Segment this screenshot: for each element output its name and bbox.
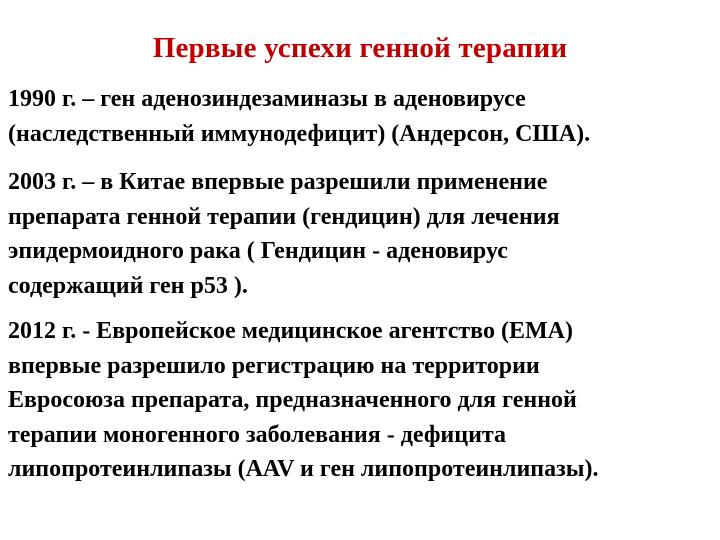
paragraph-2012: 2012 г. - Европейское медицинское агентство (ЕМА) впервые разрешило регистрацию на территории Евросоюза препарата, предназначенного для генной терапии моногенного заболевания - дефицита липопротеинлипазы (AAV и ген липопротеинлипазы). <box>8 318 599 482</box>
paragraph-1990: 1990 г. – ген аденозиндезаминазы в аденовирусе (наследственный иммунодефицит) (Андерсон, США). <box>8 86 591 147</box>
paragraph-2003: 2003 г. – в Китае впервые разрешили применение препарата генной терапии (гендицин) для лечения эпидермоидного рака ( Гендицин - аденовирус содержащий ген р53 ). <box>8 169 560 299</box>
slide-title: Первые успехи генной терапии <box>152 32 568 64</box>
